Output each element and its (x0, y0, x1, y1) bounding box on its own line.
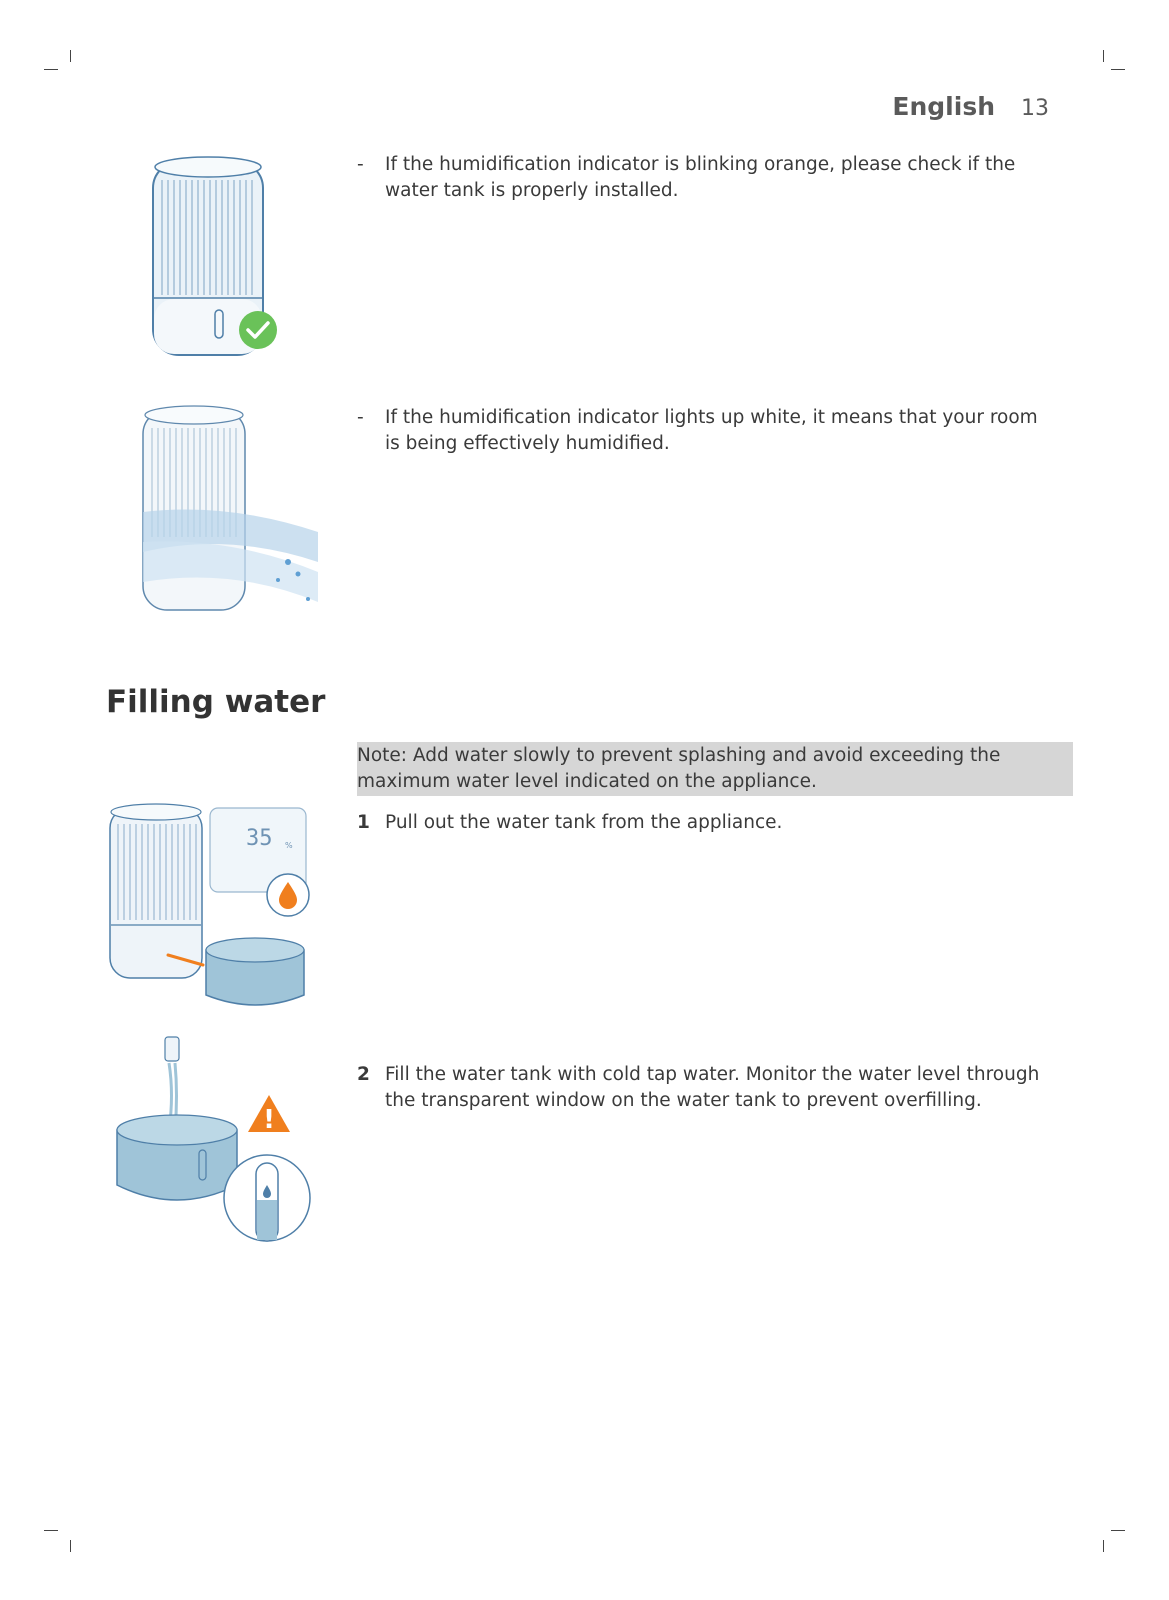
bullet-text: If the humidification indicator lights up white, it means that your room is being effectively humidified. (385, 407, 1038, 454)
step-item (357, 810, 1047, 836)
crop-mark (1111, 69, 1125, 70)
svg-text:%: % (285, 841, 293, 850)
step-text: Fill the water tank with cold tap water. Monitor the water level through the transparent window on the water tank to prevent overfilling. (385, 1064, 1040, 1111)
bullet-item (357, 152, 1047, 204)
humidifier-check-illustration (140, 150, 290, 365)
humidifier-airflow-illustration (138, 402, 323, 622)
crop-mark (44, 69, 58, 70)
page-number: 13 (1021, 96, 1049, 121)
step-number: 1 (357, 812, 370, 833)
language-label: English (892, 92, 995, 121)
bullet-marker: - (357, 154, 364, 175)
crop-mark (70, 1540, 71, 1552)
section-title: Filling water (106, 684, 326, 720)
crop-mark (1111, 1530, 1125, 1531)
fill-tank-illustration (112, 1035, 317, 1250)
svg-text:!: ! (263, 1105, 275, 1135)
crop-mark (1103, 1540, 1104, 1552)
bullet-text: If the humidification indicator is blinking orange, please check if the water tank is properly installed. (385, 154, 1016, 201)
crop-mark (44, 1530, 58, 1531)
note-box: Note: Add water slowly to prevent splashing and avoid exceeding the maximum water level indicated on the appliance. (357, 742, 1073, 796)
crop-mark (1103, 50, 1104, 62)
bullet-item (357, 405, 1047, 457)
step-number: 2 (357, 1064, 370, 1085)
crop-mark (70, 50, 71, 62)
step-item (357, 1062, 1047, 1114)
page-header (892, 92, 1049, 121)
bullet-marker: - (357, 407, 364, 428)
step-text: Pull out the water tank from the appliance. (385, 812, 783, 833)
svg-text:35: 35 (246, 826, 273, 851)
remove-tank-illustration (108, 800, 323, 1020)
